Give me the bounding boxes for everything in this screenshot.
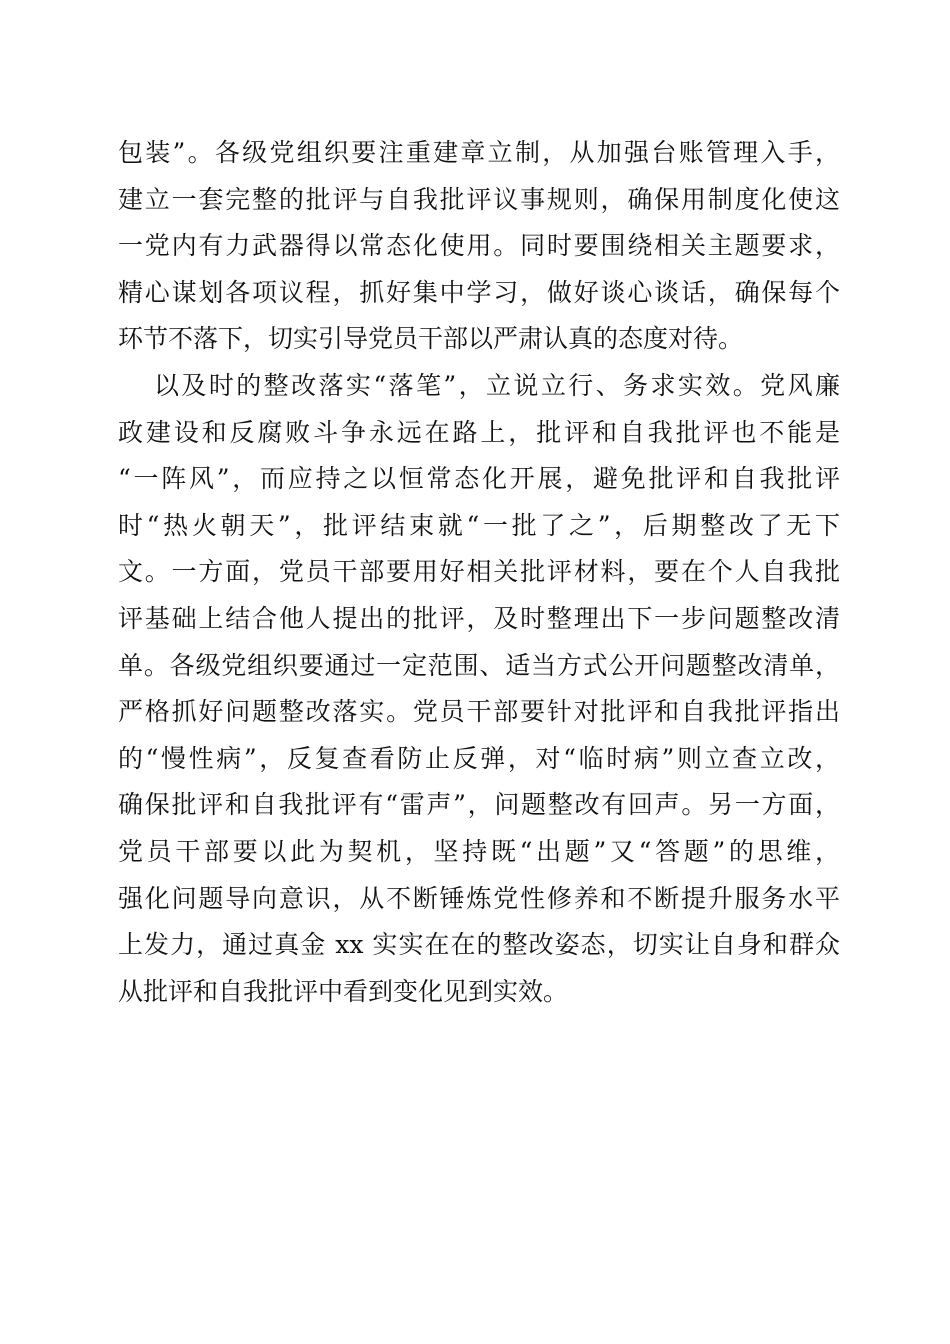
paragraph-line: 建立一套完整的批评与自我批评议事规则，确保用制度化使这 bbox=[118, 184, 840, 214]
paragraph-line: 文。一方面，党员干部要用好相关批评材料，要在个人自我批 bbox=[118, 557, 840, 587]
paragraph-line: 上发力，通过真金 xx 实实在在的整改姿态，切实让自身和群众 bbox=[118, 930, 840, 960]
paragraph-line: “一阵风”，而应持之以恒常态化开展，避免批评和自我批评 bbox=[118, 464, 840, 494]
paragraph-line: 时“热火朝天”，批评结束就“一批了之”，后期整改了无下 bbox=[118, 510, 840, 540]
paragraph-line: 党员干部要以此为契机，坚持既“出题”又“答题”的思维， bbox=[118, 836, 840, 866]
paragraph-line: 精心谋划各项议程，抓好集中学习，做好谈心谈话，确保每个 bbox=[118, 277, 840, 307]
paragraph-line: 一党内有力武器得以常态化使用。同时要围绕相关主题要求， bbox=[118, 231, 840, 261]
paragraph-line: 的“慢性病”，反复查看防止反弹，对“临时病”则立查立改， bbox=[118, 743, 840, 773]
paragraph-1 bbox=[118, 130, 840, 363]
paragraph-line: 确保批评和自我批评有“雷声”，问题整改有回声。另一方面， bbox=[118, 790, 840, 820]
paragraph-line: 政建设和反腐败斗争永远在路上，批评和自我批评也不能是 bbox=[118, 417, 840, 447]
paragraph-line: 严格抓好问题整改落实。党员干部要针对批评和自我批评指出 bbox=[118, 697, 840, 727]
paragraph-line: 从批评和自我批评中看到变化见到实效。 bbox=[118, 976, 569, 1006]
paragraph-line: 包装”。各级党组织要注重建章立制，从加强台账管理入手， bbox=[118, 138, 840, 167]
paragraph-line: 环节不落下，切实引导党员干部以严肃认真的态度对待。 bbox=[118, 324, 744, 354]
document-body bbox=[118, 130, 840, 1015]
paragraph-line: 单。各级党组织要通过一定范围、适当方式公开问题整改清单， bbox=[118, 650, 840, 680]
paragraph-line: 以及时的整改落实“落笔”，立说立行、务求实效。党风廉 bbox=[154, 370, 840, 400]
paragraph-line: 评基础上结合他人提出的批评，及时整理出下一步问题整改清 bbox=[118, 603, 840, 633]
paragraph-2 bbox=[118, 363, 840, 1015]
paragraph-line: 强化问题导向意识，从不断锤炼党性修养和不断提升服务水平 bbox=[118, 883, 840, 913]
